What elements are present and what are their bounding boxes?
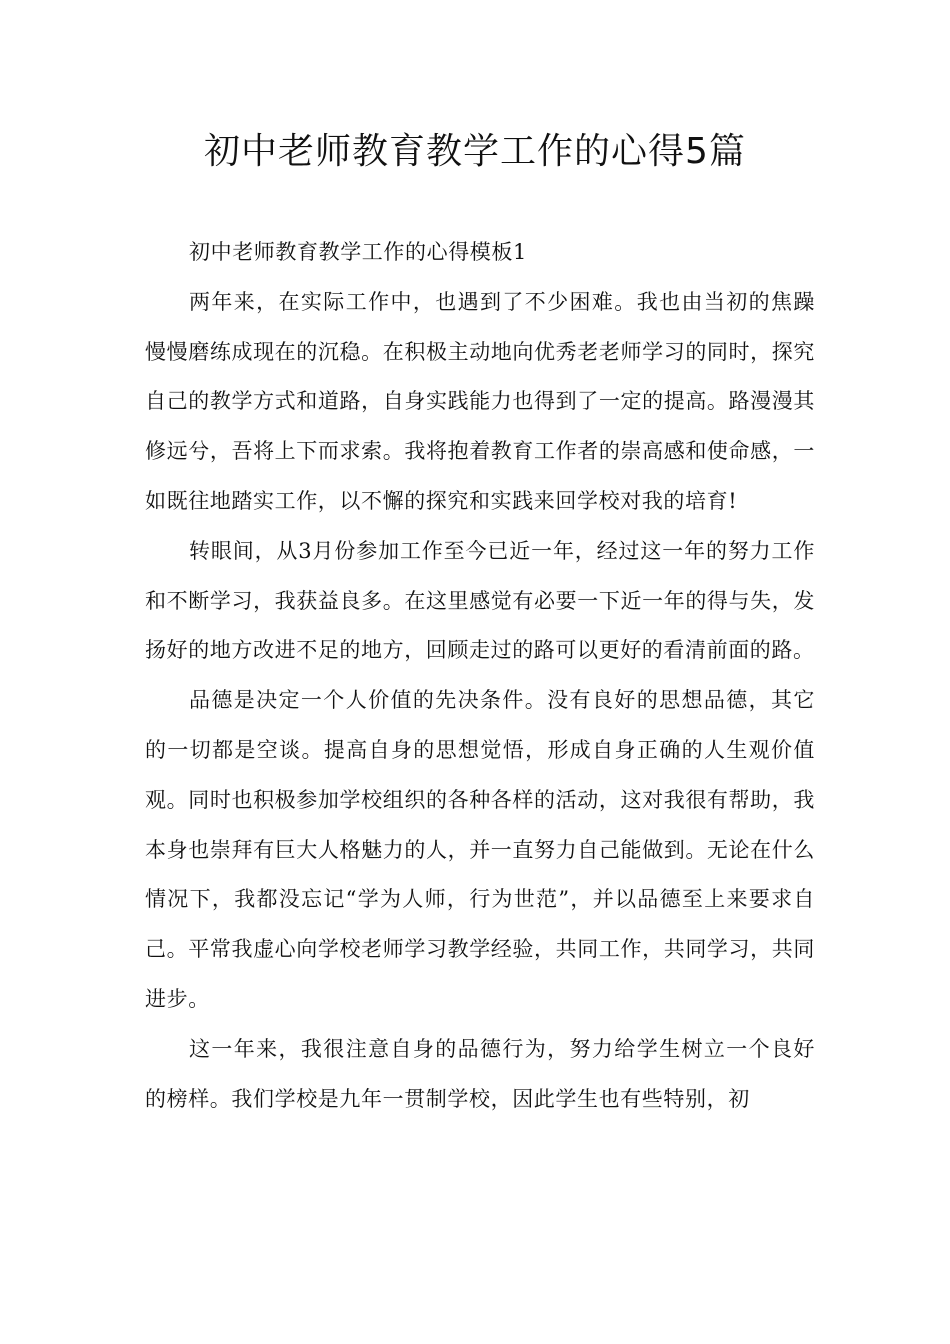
paragraph-2: 转眼间，从3月份参加工作至今已近一年，经过这一年的努力工作和不断学习，我获益良多。在这里感觉有必要一下近一年的得与失，发扬好的地方改进不足的地方，回顾走过的路可以更好的看清前面的路。 <box>145 538 815 663</box>
section-subtitle: 初中老师教育教学工作的心得模板1 <box>189 240 527 264</box>
paragraph-1: 两年来，在实际工作中，也遇到了不少困难。我也由当初的焦躁慢慢磨练成现在的沉稳。在积极主动地向优秀老老师学习的同时，探究自己的教学方式和道路，自身实践能力也得到了一定的提高。路漫漫其修远兮，吾将上下而求索。我将抱着教育工作者的崇高感和使命感，一如既往地踏实工作，以不懈的探究和实践来回学校对我的培育! <box>145 289 815 513</box>
document-body <box>145 228 815 1124</box>
paragraph-3: 品德是决定一个人价值的先决条件。没有良好的思想品德，其它的一切都是空谈。提高自身的思想觉悟，形成自身正确的人生观价值观。同时也积极参加学校组织的各种各样的活动，这对我很有帮助，我本身也崇拜有巨大人格魅力的人，并一直努力自己能做到。无论在什么情况下，我都没忘记“学为人师，行为世范”，并以品德至上来要求自己。平常我虚心向学校老师学习教学经验，共同工作，共同学习，共同进步。 <box>145 688 815 1011</box>
document-title: 初中老师教育教学工作的心得5篇 <box>204 131 746 172</box>
paragraph-4: 这一年来，我很注意自身的品德行为，努力给学生树立一个良好的榜样。我们学校是九年一贯制学校，因此学生也有些特别，初 <box>145 1036 815 1111</box>
